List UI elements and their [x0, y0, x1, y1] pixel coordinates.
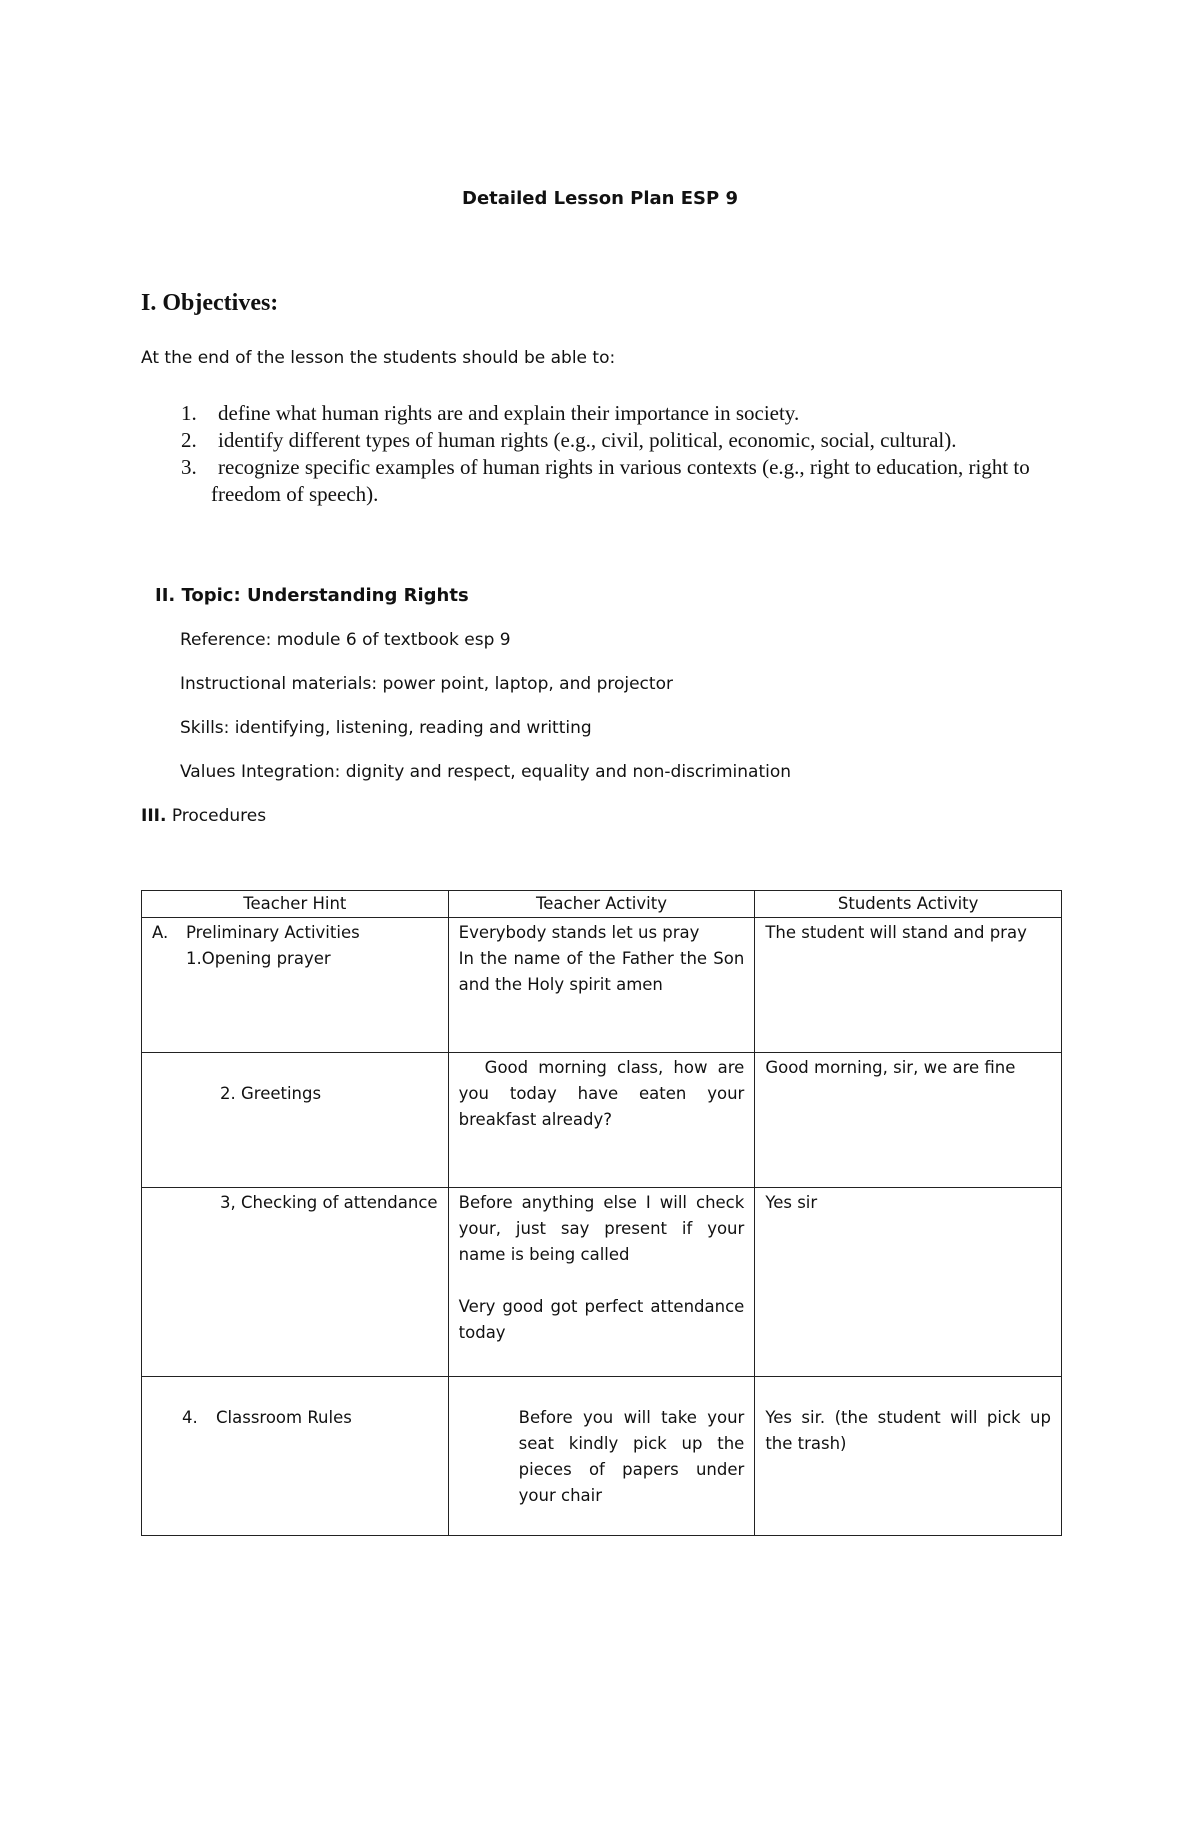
- hint-text: Preliminary Activities: [186, 923, 360, 942]
- teacher-activity-cell: [448, 1053, 755, 1188]
- materials-line: Instructional materials: power point, laptop, and projector: [180, 674, 673, 694]
- procedures-number: III.: [141, 806, 167, 826]
- header-teacher-activity: Teacher Activity: [448, 891, 755, 918]
- topic-heading: II. Topic: Understanding Rights: [155, 585, 469, 606]
- student-activity-cell: Good morning, sir, we are fine: [755, 1053, 1062, 1188]
- objective-number: 2.: [181, 428, 197, 452]
- student-activity-text: Yes sir. (the student will pick up the trash): [765, 1408, 1051, 1453]
- document-title: Detailed Lesson Plan ESP 9: [462, 188, 738, 209]
- hint-number: 4.: [182, 1408, 198, 1427]
- teacher-activity-text: Good morning class, how are you today have eaten your breakfast already?: [458, 1058, 745, 1129]
- objective-item: [141, 400, 1081, 427]
- header-students-activity: Students Activity: [755, 891, 1062, 918]
- hint-subtext: 1.Opening prayer: [186, 949, 331, 968]
- objective-number: 1.: [181, 401, 197, 425]
- hint-text: 3, Checking of attendance: [220, 1193, 438, 1212]
- teacher-activity-text: In the name of the Father the Son and the Holy spirit amen: [458, 949, 745, 994]
- table-row: [142, 1377, 1062, 1536]
- student-activity-cell: The student will stand and pray: [755, 918, 1062, 1053]
- teacher-activity-cell: [448, 1377, 755, 1536]
- student-activity-cell: Yes sir: [755, 1188, 1062, 1377]
- hint-letter: A.: [152, 923, 169, 942]
- procedures-label: Procedures: [166, 806, 267, 826]
- objective-text: define what human rights are and explain their importance in society.: [218, 401, 800, 425]
- objective-text: identify different types of human rights (e.g., civil, political, economic, social, cultural).: [218, 428, 957, 452]
- objective-text: recognize specific examples of human rights in various contexts (e.g., right to education, right to freedom of speech).: [211, 455, 1030, 506]
- skills-line: Skills: identifying, listening, reading and writting: [180, 718, 592, 738]
- teacher-activity-text: Before anything else I will check your, just say present if your name is being called: [458, 1193, 745, 1264]
- teacher-activity-cell: [448, 1188, 755, 1377]
- hint-text: Classroom Rules: [216, 1408, 352, 1427]
- objectives-heading: I. Objectives:: [141, 290, 279, 316]
- hint-cell: [142, 1188, 449, 1377]
- procedures-heading: [141, 806, 266, 826]
- hint-cell: [142, 1053, 449, 1188]
- table-row: [142, 1188, 1062, 1377]
- hint-cell: [142, 918, 449, 1053]
- hint-cell: [142, 1377, 449, 1536]
- values-line: Values Integration: dignity and respect, equality and non-discrimination: [180, 762, 792, 782]
- objective-item: [141, 454, 1081, 508]
- header-teacher-hint: Teacher Hint: [142, 891, 449, 918]
- table-header-row: [142, 891, 1062, 918]
- reference-line: Reference: module 6 of textbook esp 9: [180, 630, 511, 650]
- procedures-table: [141, 890, 1062, 1536]
- objective-item: [141, 427, 1081, 454]
- teacher-activity-text: Very good got perfect attendance today: [458, 1297, 745, 1342]
- hint-text: 2. Greetings: [220, 1084, 322, 1103]
- table-row: [142, 918, 1062, 1053]
- objectives-intro: At the end of the lesson the students should be able to:: [141, 348, 616, 368]
- student-activity-cell: [755, 1377, 1062, 1536]
- objective-number: 3.: [181, 455, 197, 479]
- teacher-activity-text: Before you will take your seat kindly pick up the pieces of papers under your chair: [518, 1408, 745, 1505]
- teacher-activity-cell: [448, 918, 755, 1053]
- teacher-activity-text: Everybody stands let us pray: [458, 923, 700, 942]
- objectives-list: [141, 400, 1081, 508]
- table-row: [142, 1053, 1062, 1188]
